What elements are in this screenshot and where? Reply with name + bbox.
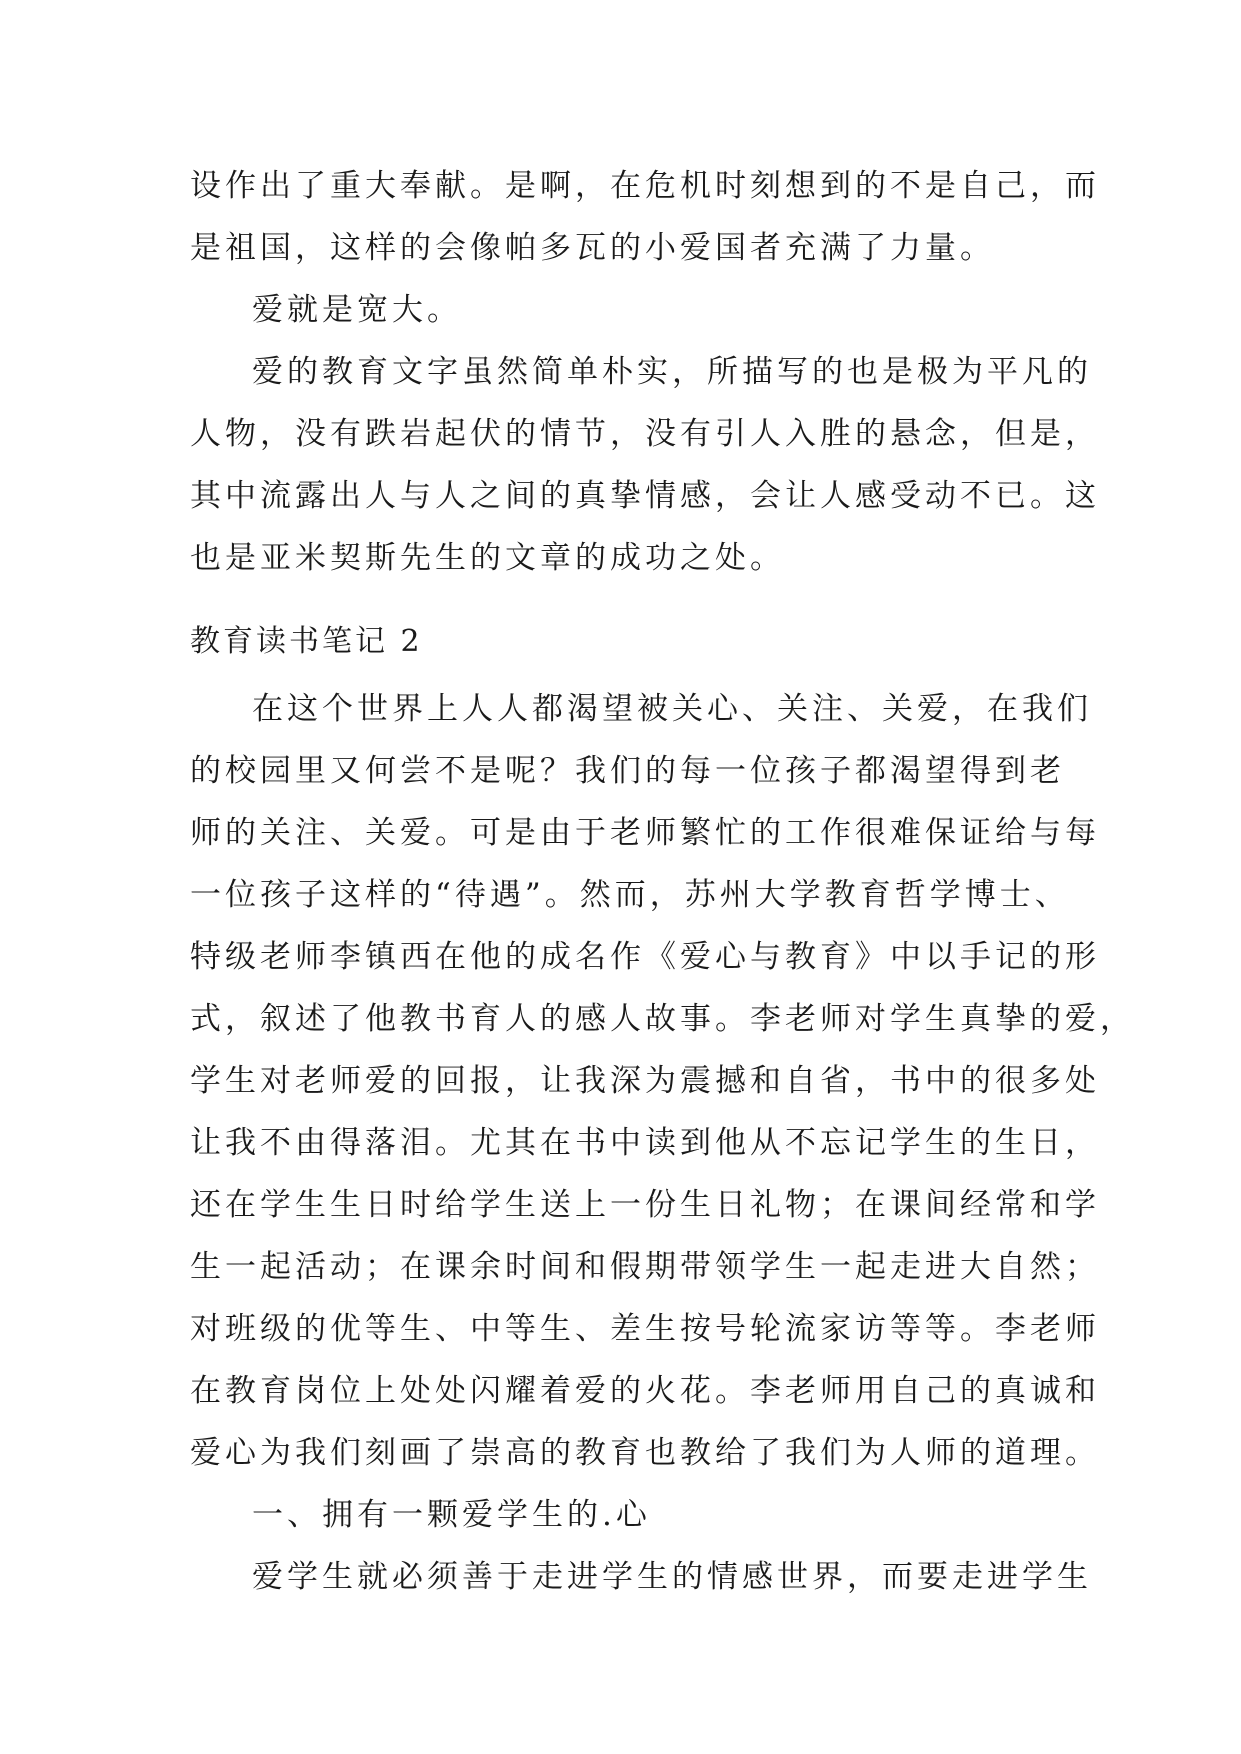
paragraph-line: 爱的教育文字虽然简单朴实，所描写的也是极为平凡的 xyxy=(252,354,1092,390)
text-line: 对班级的优等生、中等生、差生按号轮流家访等等。李老师 xyxy=(190,1311,1100,1347)
text-line: 爱心为我们刻画了崇高的教育也教给了我们为人师的道理。 xyxy=(190,1435,1100,1471)
text-line: 特级老师李镇西在他的成名作《爱心与教育》中以手记的形 xyxy=(190,939,1100,975)
text-line: 一位孩子这样的“待遇”。然而，苏州大学教育哲学博士、 xyxy=(190,877,1070,913)
paragraph-line: 爱学生就必须善于走进学生的情感世界，而要走进学生 xyxy=(252,1559,1092,1595)
text-line: 让我不由得落泪。尤其在书中读到他从不忘记学生的生日， xyxy=(190,1125,1100,1161)
text-line: 式，叙述了他教书育人的感人故事。李老师对学生真挚的爱， xyxy=(190,1001,1135,1037)
text-line: 师的关注、关爱。可是由于老师繁忙的工作很难保证给与每 xyxy=(190,815,1100,851)
text-line: 其中流露出人与人之间的真挚情感，会让人感受动不已。这 xyxy=(190,478,1100,514)
section-heading: 教育读书笔记 2 xyxy=(190,624,423,659)
text-line: 也是亚米契斯先生的文章的成功之处。 xyxy=(190,540,785,576)
text-line: 生一起活动；在课余时间和假期带领学生一起走进大自然； xyxy=(190,1249,1100,1285)
text-line: 学生对老师爱的回报，让我深为震撼和自省，书中的很多处 xyxy=(190,1063,1100,1099)
paragraph-line: 爱就是宽大。 xyxy=(252,292,462,328)
text-line: 还在学生生日时给学生送上一份生日礼物；在课间经常和学 xyxy=(190,1187,1100,1223)
paragraph-line: 在这个世界上人人都渴望被关心、关注、关爱，在我们 xyxy=(252,691,1092,727)
text-line: 是祖国，这样的会像帕多瓦的小爱国者充满了力量。 xyxy=(190,230,995,266)
text-line: 在教育岗位上处处闪耀着爱的火花。李老师用自己的真诚和 xyxy=(190,1373,1100,1409)
subheading-line: 一、拥有一颗爱学生的.心 xyxy=(252,1497,651,1533)
text-block-top xyxy=(190,155,1100,589)
text-line: 设作出了重大奉献。是啊，在危机时刻想到的不是自己，而 xyxy=(190,168,1100,204)
text-line: 人物，没有跌岩起伏的情节，没有引人入胜的悬念，但是， xyxy=(190,416,1100,452)
text-block-main xyxy=(190,678,1135,1608)
text-line: 的校园里又何尝不是呢？我们的每一位孩子都渴望得到老 xyxy=(190,753,1065,789)
